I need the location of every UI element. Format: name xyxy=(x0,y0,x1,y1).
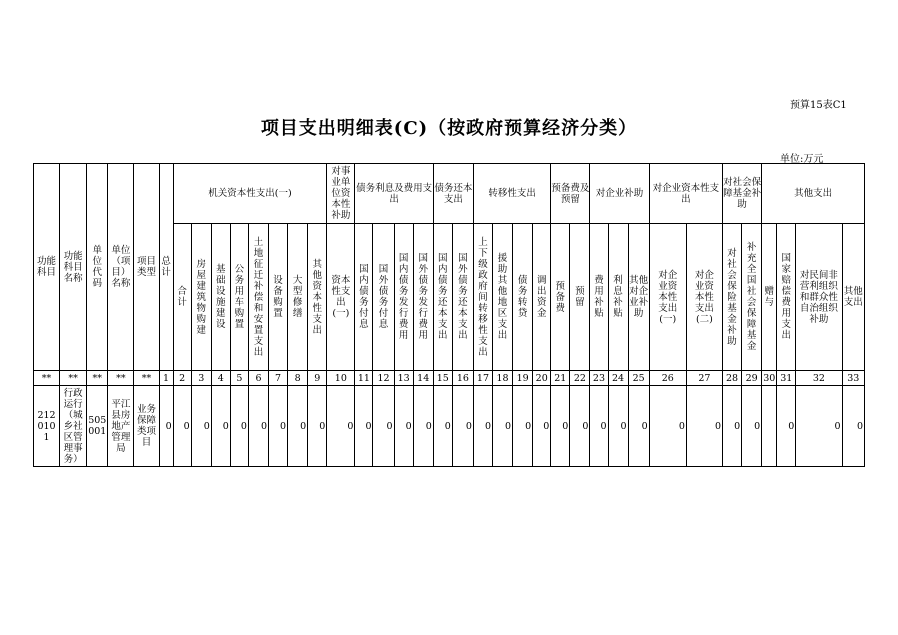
sub-header: 援助其他地区支出 xyxy=(497,253,508,341)
value-cell: 0 xyxy=(211,386,230,467)
col-number: 4 xyxy=(211,371,230,386)
value-cell: 0 xyxy=(452,386,473,467)
sub-header: 资本性支出(一) xyxy=(331,275,351,319)
value-cell: 0 xyxy=(248,386,268,467)
col-number: 8 xyxy=(288,371,308,386)
sub-header: 其他对企业补助 xyxy=(629,275,649,319)
value-cell: 0 xyxy=(628,386,649,467)
col-number: 1 xyxy=(159,371,173,386)
sub-header: 补充全国社会保障基金 xyxy=(746,242,757,352)
header-unit-code: 单位代码 xyxy=(92,245,103,289)
value-cell: 0 xyxy=(513,386,533,467)
col-number: 11 xyxy=(355,371,373,386)
sub-header: 利息补贴 xyxy=(613,275,623,319)
col-number: 3 xyxy=(191,371,211,386)
sub-header: 国外债务发行费用 xyxy=(418,253,428,341)
group-reserve: 预备费及预留 xyxy=(551,182,590,205)
col-number: 12 xyxy=(373,371,394,386)
value-cell: 0 xyxy=(686,386,722,467)
star-cell: ** xyxy=(134,371,159,386)
col-number: 10 xyxy=(327,371,355,386)
header-row-1 xyxy=(34,164,865,224)
sub-header: 赠与 xyxy=(764,286,774,308)
col-number: 23 xyxy=(590,371,608,386)
sub-header: 设备购置 xyxy=(273,275,283,319)
col-number: 25 xyxy=(628,371,649,386)
star-cell: ** xyxy=(34,371,60,386)
col-number: 20 xyxy=(533,371,551,386)
header-project-type: 项目类型 xyxy=(136,256,156,278)
col-number: 31 xyxy=(777,371,796,386)
header-total: 总计 xyxy=(161,256,171,278)
value-cell: 0 xyxy=(269,386,288,467)
unit-label: 单位:万元 xyxy=(780,154,824,165)
value-cell: 0 xyxy=(742,386,762,467)
col-number: 28 xyxy=(723,371,742,386)
star-cell: ** xyxy=(108,371,134,386)
group-debt-interest: 债务利息及费用支出 xyxy=(356,182,433,205)
form-code: 预算15表C1 xyxy=(790,100,847,111)
sub-header: 对企业资本性支出(一) xyxy=(658,269,678,325)
value-cell xyxy=(762,386,777,467)
col-number: 21 xyxy=(551,371,570,386)
value-cell: 0 xyxy=(413,386,433,467)
group-transfer: 转移性支出 xyxy=(473,164,550,224)
value-cell: 0 xyxy=(230,386,248,467)
sub-header: 调出资金 xyxy=(536,275,547,319)
star-cell: ** xyxy=(60,371,87,386)
col-number: 26 xyxy=(649,371,686,386)
value-cell: 0 xyxy=(777,386,796,467)
col-number: 32 xyxy=(796,371,842,386)
group-other: 其他支出 xyxy=(762,164,865,224)
col-number: 18 xyxy=(493,371,513,386)
group-debt-principal: 债务还本支出 xyxy=(434,182,473,205)
header-unit-name: 单位（项目）名称 xyxy=(111,245,131,289)
value-cell: 0 xyxy=(590,386,608,467)
col-number: 24 xyxy=(608,371,628,386)
col-number: 27 xyxy=(686,371,722,386)
col-number: 30 xyxy=(763,372,776,384)
group-enterprise-subsidy: 对企业补助 xyxy=(590,164,649,224)
value-cell: 0 xyxy=(327,386,355,467)
col-number: 13 xyxy=(394,371,413,386)
sub-header: 国内债务付息 xyxy=(359,264,369,330)
sub-header: 基础设施建设 xyxy=(216,264,226,330)
value-cell: 0 xyxy=(649,386,686,467)
value-cell: 0 xyxy=(191,386,211,467)
col-number: 19 xyxy=(513,371,533,386)
value-cell: 0 xyxy=(433,386,452,467)
sub-header: 国内债务还本支出 xyxy=(438,253,448,341)
table-row xyxy=(34,386,865,467)
sub-header: 上下级政府间转移性支出 xyxy=(478,236,488,358)
func-name-cell: 行政运行（城乡社区管理事务） xyxy=(63,387,83,465)
sub-header: 对民间非营利组织和群众性自治组织补助 xyxy=(799,269,838,325)
value-cell: 0 xyxy=(493,386,513,467)
sub-header: 土地征迁补偿和安置支出 xyxy=(253,236,264,358)
value-cell: 0 xyxy=(308,386,327,467)
value-cell: 0 xyxy=(551,386,570,467)
value-cell: 0 xyxy=(723,386,742,467)
value-cell: 0 xyxy=(842,386,864,467)
sub-header: 房屋建筑物购建 xyxy=(196,258,206,336)
value-cell: 0 xyxy=(608,386,628,467)
col-number: 33 xyxy=(842,371,864,386)
sub-header: 国内债务发行费用 xyxy=(398,253,409,341)
col-number: 29 xyxy=(742,371,762,386)
value-cell: 0 xyxy=(796,386,842,467)
sub-header: 预留 xyxy=(575,286,585,308)
value-cell: 0 xyxy=(288,386,308,467)
col-number: 6 xyxy=(248,371,268,386)
func-code-cell: 2120101 xyxy=(37,409,56,443)
sub-header: 大型修缮 xyxy=(292,275,303,319)
col-number: 9 xyxy=(308,371,327,386)
project-type-cell: 业务保障类项目 xyxy=(136,404,156,448)
col-number: 22 xyxy=(570,371,590,386)
sub-header: 国外债务付息 xyxy=(378,264,389,330)
value-cell: 0 xyxy=(473,386,492,467)
col-number: 17 xyxy=(473,371,492,386)
value-cell: 0 xyxy=(173,386,191,467)
column-number-row xyxy=(34,371,865,386)
budget-table xyxy=(33,163,865,467)
sub-header: 对社会保险基金补助 xyxy=(727,247,737,347)
sub-header: 其他资本性支出 xyxy=(312,258,322,336)
col-number: 7 xyxy=(269,371,288,386)
sub-header: 对企业资本性支出(二) xyxy=(694,269,714,325)
group-institution-subsidy: 对事业单位资本性补助 xyxy=(331,166,351,221)
sub-header: 其他支出 xyxy=(843,286,863,308)
sub-header: 国家赔偿费用支出 xyxy=(781,253,792,341)
value-cell: 0 xyxy=(394,386,413,467)
value-cell: 0 xyxy=(159,386,173,467)
sub-header: 预备费 xyxy=(555,280,566,314)
col-number: 16 xyxy=(452,371,473,386)
header-func-code: 功能科目 xyxy=(37,256,57,278)
group-capital-expenditure: 机关资本性支出(一) xyxy=(173,164,327,224)
col-number: 5 xyxy=(230,371,248,386)
star-cell: ** xyxy=(87,371,108,386)
sub-header: 合计 xyxy=(177,286,187,308)
col-number: 2 xyxy=(173,371,191,386)
col-number: 15 xyxy=(433,371,452,386)
unit-code-cell: 505001 xyxy=(88,415,107,437)
value-cell: 0 xyxy=(533,386,551,467)
group-social-security: 对社会保障基金补助 xyxy=(723,177,762,210)
value-cell: 0 xyxy=(373,386,394,467)
value-cell: 0 xyxy=(355,386,373,467)
sub-header: 债务转贷 xyxy=(517,275,528,319)
sub-header: 费用补贴 xyxy=(594,275,604,319)
unit-name-cell: 平江县房地产管理局 xyxy=(111,398,131,454)
sub-header: 国外债务还本支出 xyxy=(458,253,468,341)
value-cell: 0 xyxy=(570,386,590,467)
col-number: 14 xyxy=(413,371,433,386)
sub-header: 公务用车购置 xyxy=(234,264,245,330)
header-func-name: 功能科目名称 xyxy=(63,250,83,284)
group-enterprise-capital: 对企业资本性支出 xyxy=(652,182,720,205)
page-title: 项目支出明细表(C)（按政府预算经济分类） xyxy=(260,118,638,139)
